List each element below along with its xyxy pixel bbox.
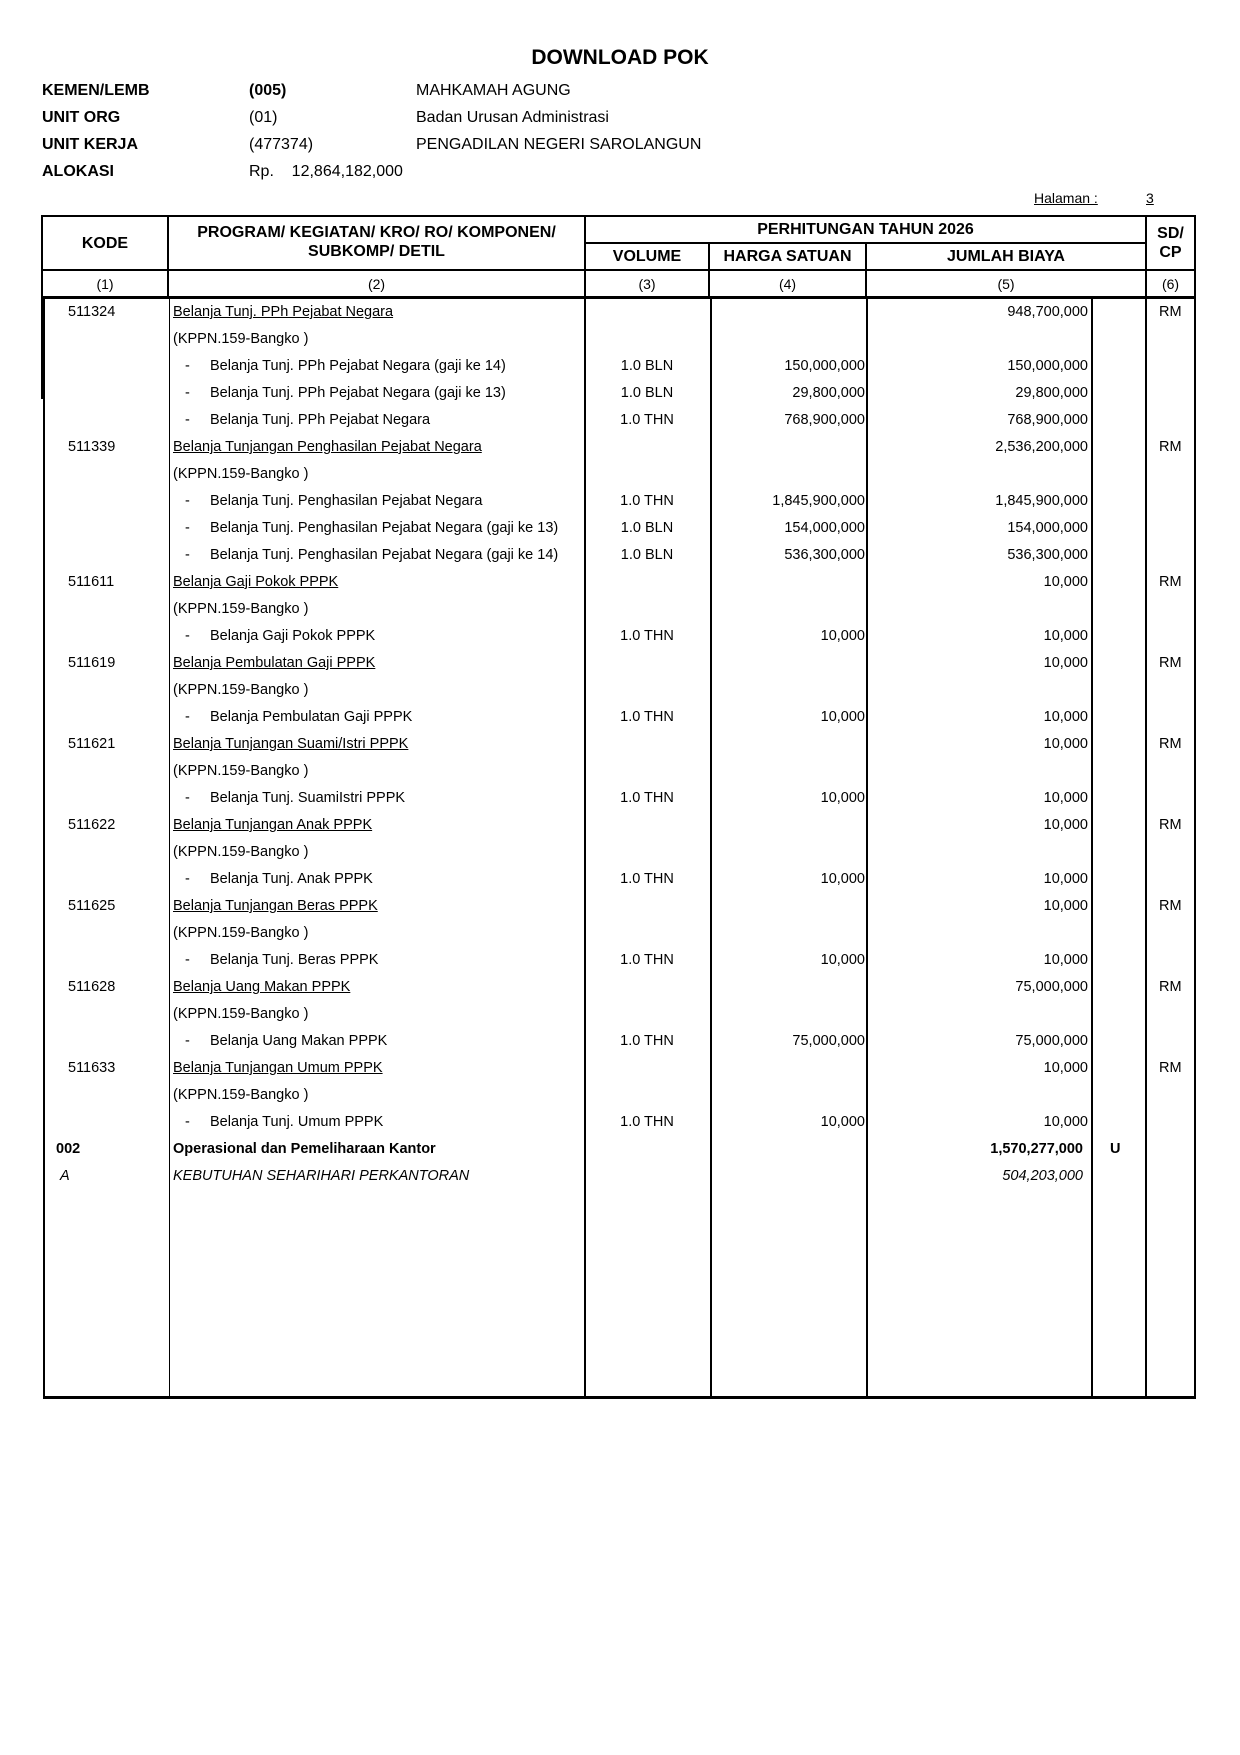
page-label: Halaman : (1034, 190, 1098, 206)
header-jumlah-biaya: JUMLAH BIAYA (947, 248, 1065, 265)
meta-name-kemen: MAHKAMAH AGUNG (416, 82, 571, 99)
row-volume: 1.0 THN (620, 628, 674, 644)
row-kppn: (KPPN.159-Bangko ) (173, 1006, 309, 1022)
row-volume: 1.0 THN (620, 790, 674, 806)
table-row (0, 759, 1240, 786)
table-row (0, 354, 1240, 381)
row-jumlah: 10,000 (1043, 1114, 1088, 1130)
table-row (0, 651, 1240, 678)
row-kode: A (60, 1168, 70, 1184)
row-volume: 1.0 BLN (620, 547, 674, 563)
row-jumlah: 10,000 (1043, 898, 1088, 914)
row-harga: 536,300,000 (784, 547, 865, 563)
row-desc: Belanja Pembulatan Gaji PPPK (173, 655, 376, 671)
header-harga-satuan: HARGA SATUAN (723, 248, 852, 265)
meta-label-kemen: KEMEN/LEMB (42, 82, 150, 99)
row-jumlah: 10,000 (1043, 574, 1088, 590)
row-kppn: (KPPN.159-Bangko ) (173, 763, 309, 779)
colnum-2: (2) (367, 275, 386, 292)
row-desc: Operasional dan Pemeliharaan Kantor (173, 1141, 436, 1157)
row-desc: Belanja Tunj. SuamiIstri PPPK (210, 790, 406, 806)
table-row (0, 678, 1240, 705)
table-row (0, 921, 1240, 948)
row-volume: 1.0 THN (620, 952, 674, 968)
row-volume: 1.0 BLN (620, 385, 674, 401)
row-desc: Belanja Pembulatan Gaji PPPK (210, 709, 413, 725)
row-desc: Belanja Tunj. PPh Pejabat Negara (173, 304, 394, 320)
table-row-subkomponen (0, 1164, 1240, 1191)
colnum-3: (3) (638, 275, 656, 292)
bullet-dash: - (185, 952, 190, 968)
table-row (0, 786, 1240, 813)
table-row (0, 435, 1240, 462)
row-desc: Belanja Uang Makan PPPK (210, 1033, 388, 1049)
table-row (0, 516, 1240, 543)
row-desc: Belanja Tunjangan Suami/Istri PPPK (173, 736, 409, 752)
row-jumlah: 504,203,000 (1002, 1168, 1083, 1184)
colnum-5: (5) (997, 275, 1015, 292)
bullet-dash: - (185, 412, 190, 428)
bullet-dash: - (185, 547, 190, 563)
row-sdcp: RM (1159, 1060, 1182, 1076)
row-harga: 10,000 (820, 628, 865, 644)
bullet-dash: - (185, 709, 190, 725)
row-jumlah: 10,000 (1043, 790, 1088, 806)
row-harga: 1,845,900,000 (772, 493, 865, 509)
header-sdcp: SD/ CP (1157, 225, 1184, 261)
row-desc: Belanja Tunj. Penghasilan Pejabat Negara (210, 493, 483, 509)
bullet-dash: - (185, 790, 190, 806)
row-kode: 511324 (68, 304, 116, 320)
row-kode: 511611 (68, 574, 115, 590)
table-row (0, 1002, 1240, 1029)
row-kode: 511625 (68, 898, 116, 914)
bullet-dash: - (185, 358, 190, 374)
row-harga: 768,900,000 (784, 412, 865, 428)
row-desc: Belanja Tunj. Penghasilan Pejabat Negara (gaji ke 14) (210, 547, 559, 563)
row-sdcp: RM (1159, 655, 1182, 671)
bullet-dash: - (185, 1114, 190, 1130)
bullet-dash: - (185, 385, 190, 401)
row-kode: 511339 (68, 439, 116, 455)
row-jumlah: 10,000 (1043, 736, 1088, 752)
row-desc: KEBUTUHAN SEHARIHARI PERKANTORAN (173, 1168, 470, 1184)
table-row (0, 381, 1240, 408)
row-kode: 511622 (68, 817, 116, 833)
table-row (0, 624, 1240, 651)
bullet-dash: - (185, 1033, 190, 1049)
row-volume: 1.0 BLN (620, 358, 674, 374)
colnum-bottom-border (41, 296, 1196, 299)
header-volume: VOLUME (612, 248, 682, 265)
row-desc: Belanja Tunj. PPh Pejabat Negara (gaji ke 14) (210, 358, 506, 374)
row-volume: 1.0 THN (620, 412, 674, 428)
bullet-dash: - (185, 871, 190, 887)
table-row (0, 705, 1240, 732)
row-kppn: (KPPN.159-Bangko ) (173, 682, 309, 698)
row-kppn: (KPPN.159-Bangko ) (173, 844, 309, 860)
row-jumlah: 2,536,200,000 (995, 439, 1088, 455)
row-jumlah: 10,000 (1043, 871, 1088, 887)
row-sdcp: RM (1159, 574, 1182, 590)
row-kode: 002 (56, 1141, 81, 1157)
row-desc: Belanja Tunj. Penghasilan Pejabat Negara (gaji ke 13) (210, 520, 559, 536)
row-jumlah: 1,570,277,000 (990, 1141, 1083, 1157)
table-row (0, 840, 1240, 867)
row-desc: Belanja Uang Makan PPPK (173, 979, 351, 995)
row-desc: Belanja Tunjangan Penghasilan Pejabat Negara (173, 439, 482, 455)
row-harga: 10,000 (820, 790, 865, 806)
row-sdcp: RM (1159, 439, 1182, 455)
meta-name-unit-org: Badan Urusan Administrasi (416, 109, 609, 126)
bullet-dash: - (185, 628, 190, 644)
row-volume: 1.0 THN (620, 1114, 674, 1130)
table-row (0, 570, 1240, 597)
row-sdcp: RM (1159, 304, 1182, 320)
row-desc: Belanja Tunjangan Beras PPPK (173, 898, 378, 914)
row-jumlah: 75,000,000 (1015, 1033, 1088, 1049)
row-harga: 10,000 (820, 952, 865, 968)
table-row (0, 948, 1240, 975)
row-jumlah: 154,000,000 (1007, 520, 1088, 536)
row-jumlah: 29,800,000 (1015, 385, 1088, 401)
row-sdcp: RM (1159, 979, 1182, 995)
row-jumlah: 536,300,000 (1007, 547, 1088, 563)
row-sdcp: RM (1159, 898, 1182, 914)
page-number: 3 (1146, 190, 1154, 206)
row-kppn: (KPPN.159-Bangko ) (173, 925, 309, 941)
row-desc: Belanja Tunjangan Umum PPPK (173, 1060, 383, 1076)
colnum-1: (1) (96, 275, 114, 292)
table-row (0, 597, 1240, 624)
row-harga: 150,000,000 (784, 358, 865, 374)
page-title: DOWNLOAD POK (531, 46, 709, 69)
meta-code-unit-kerja: (477374) (249, 136, 314, 153)
table-row (0, 489, 1240, 516)
table-row (0, 462, 1240, 489)
row-kppn: (KPPN.159-Bangko ) (173, 331, 309, 347)
row-flag: U (1110, 1141, 1121, 1157)
row-volume: 1.0 THN (620, 709, 674, 725)
row-kode: 511619 (68, 655, 116, 671)
row-volume: 1.0 THN (620, 871, 674, 887)
row-jumlah: 10,000 (1043, 1060, 1088, 1076)
bullet-dash: - (185, 493, 190, 509)
table-row (0, 1056, 1240, 1083)
colnum-6: (6) (1161, 275, 1180, 292)
row-sdcp: RM (1159, 736, 1182, 752)
row-harga: 154,000,000 (784, 520, 865, 536)
row-kode: 511633 (68, 1060, 116, 1076)
table-row (0, 1029, 1240, 1056)
row-desc: Belanja Tunjangan Anak PPPK (173, 817, 373, 833)
meta-label-alokasi: ALOKASI (42, 163, 114, 180)
row-kode: 511621 (68, 736, 116, 752)
table-row (0, 813, 1240, 840)
meta-value-alokasi: Rp. 12,864,182,000 (249, 163, 403, 180)
table-row (0, 975, 1240, 1002)
row-volume: 1.0 THN (620, 1033, 674, 1049)
row-desc: Belanja Tunj. Umum PPPK (210, 1114, 384, 1130)
row-harga: 75,000,000 (792, 1033, 865, 1049)
row-desc: Belanja Gaji Pokok PPPK (173, 574, 339, 590)
row-sdcp: RM (1159, 817, 1182, 833)
table-row (0, 894, 1240, 921)
row-harga: 10,000 (820, 1114, 865, 1130)
table-row-komponen (0, 1137, 1240, 1164)
table-row (0, 867, 1240, 894)
row-desc: Belanja Tunj. Beras PPPK (210, 952, 379, 968)
table-row (0, 300, 1240, 327)
header-kode: KODE (81, 234, 129, 252)
bullet-dash: - (185, 520, 190, 536)
meta-code-kemen: (005) (249, 82, 287, 99)
row-kppn: (KPPN.159-Bangko ) (173, 466, 309, 482)
table-row (0, 543, 1240, 570)
row-kppn: (KPPN.159-Bangko ) (173, 1087, 309, 1103)
row-jumlah: 10,000 (1043, 628, 1088, 644)
row-harga: 10,000 (820, 871, 865, 887)
table-row (0, 732, 1240, 759)
row-volume: 1.0 THN (620, 493, 674, 509)
row-jumlah: 10,000 (1043, 817, 1088, 833)
row-jumlah: 10,000 (1043, 952, 1088, 968)
row-jumlah: 150,000,000 (1007, 358, 1088, 374)
row-volume: 1.0 BLN (620, 520, 674, 536)
row-jumlah: 768,900,000 (1007, 412, 1088, 428)
row-jumlah: 1,845,900,000 (995, 493, 1088, 509)
row-kppn: (KPPN.159-Bangko ) (173, 601, 309, 617)
meta-name-unit-kerja: PENGADILAN NEGERI SAROLANGUN (416, 136, 702, 153)
row-harga: 29,800,000 (792, 385, 865, 401)
row-desc: Belanja Tunj. Anak PPPK (210, 871, 373, 887)
table-row (0, 1110, 1240, 1137)
meta-label-unit-org: UNIT ORG (42, 109, 121, 126)
row-jumlah: 10,000 (1043, 709, 1088, 725)
row-jumlah: 10,000 (1043, 655, 1088, 671)
row-desc: Belanja Tunj. PPh Pejabat Negara (gaji ke 13) (210, 385, 506, 401)
colnum-4: (4) (778, 275, 797, 292)
row-harga: 10,000 (820, 709, 865, 725)
row-kode: 511628 (68, 979, 116, 995)
table-bottom-border (43, 1396, 1196, 1399)
table-row (0, 327, 1240, 354)
row-desc: Belanja Tunj. PPh Pejabat Negara (210, 412, 431, 428)
header-perhitungan: PERHITUNGAN TAHUN 2026 (757, 221, 974, 238)
meta-code-unit-org: (01) (249, 109, 278, 126)
row-jumlah: 75,000,000 (1015, 979, 1088, 995)
meta-label-unit-kerja: UNIT KERJA (42, 136, 139, 153)
table-row (0, 408, 1240, 435)
row-desc: Belanja Gaji Pokok PPPK (210, 628, 376, 644)
table-row (0, 1083, 1240, 1110)
row-jumlah: 948,700,000 (1007, 304, 1088, 320)
header-program: PROGRAM/ KEGIATAN/ KRO/ RO/ KOMPONEN/ SUBKOMP/ DETIL (197, 224, 556, 260)
